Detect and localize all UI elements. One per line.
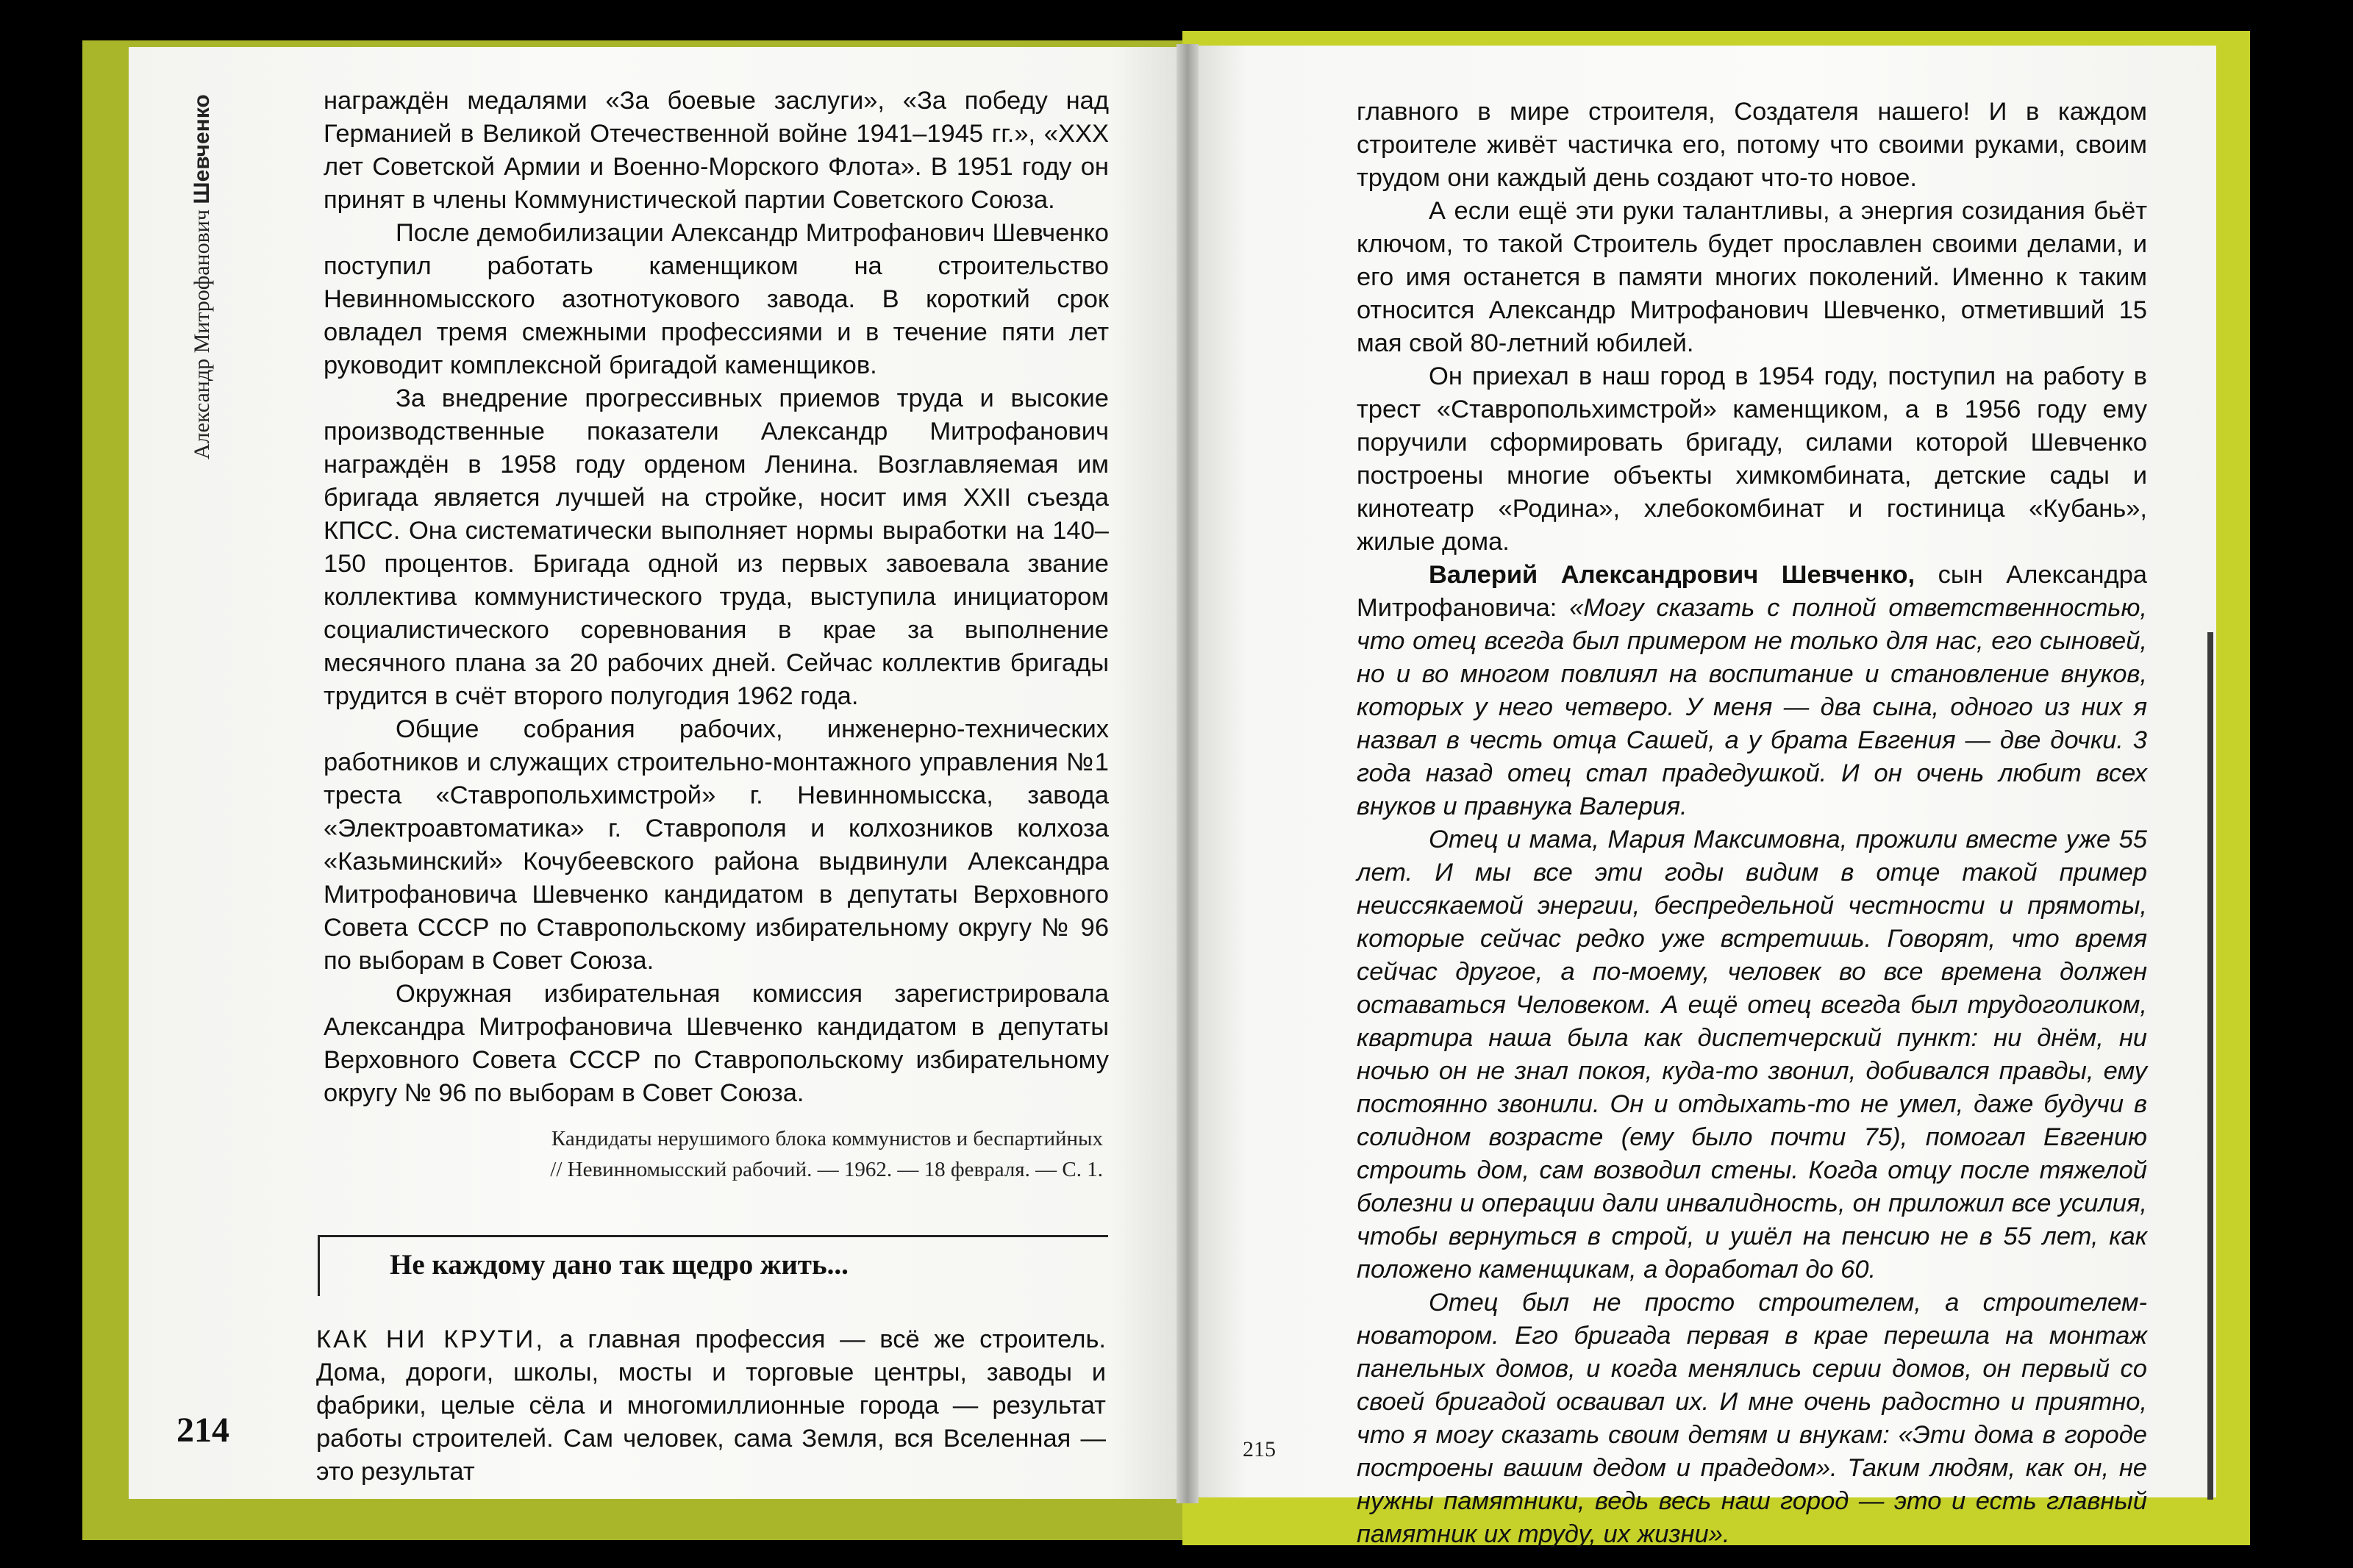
source-line-1: Кандидаты нерушимого блока коммунистов и беспартийных [551, 1127, 1103, 1150]
section-lead-paragraph [316, 1323, 1106, 1489]
quote-paragraph: Отец и мама, Мария Максимовна, прожили вместе уже 55 лет. И мы все эти годы видим в отце такой пример неиссякаемой энергии, беспредельной честности и прямоты, которые сейчас редко уже встретишь. Говорят, что время сейчас другое, а по-моему, человек во все времена должен оставаться Человеком. А ещё отец всегда был трудоголиком, квартира наша была как диспетчерский пункт: ни днём, ни ночью он не знал покоя, куда-то звонил, добивался правды, ему постоянно звонили. Он и отдыхать-то не умел, даже будучи в солидном возрасте (ему было почти 75), помогал Евгению строить дом, сам возводил стены. Когда отцу после тяжелой болезни и операции дали инвалидность, он приложил все усилия, чтобы вернуться в строй, и ушёл на пенсию не в 55 лет, как положено каменщикам, а доработал до 60. [1357, 826, 2147, 1284]
paragraph: За внедрение прогрессивных приемов труда и высокие производственные показатели Александр Митрофанович награждён в 1958 году орденом Ленина. Возглавляемая им бригада является лучшей на стройке, носит имя XXII съезда КПСС. Она систематически выполняет нормы выработки на 140–150 процентов. Бригада одной из первых завоевала звание коллектива коммунистического труда, выступила инициатором социалистического соревнования в крае за выполнение месячного плана за 20 рабочих дней. Сейчас коллектив бригады трудится в счёт второго полугодия 1962 года. [324, 384, 1109, 710]
section-lead-caps: КАК НИ КРУТИ, [316, 1325, 545, 1353]
paragraph: Он приехал в наш город в 1954 году, поступил на работу в трест «Ставропольхимстрой» каменщиком, а в 1956 году ему поручили сформировать бригаду, силами которой Шевченко построены многие объекты химкомбината, детские сады и кинотеатр «Родина», хлебокомбинат и гостиница «Кубань», жилые дома. [1357, 362, 2147, 556]
source-citation [324, 1123, 1103, 1185]
speaker-relation: сын Александра Митрофановича: [1357, 561, 2147, 622]
speaker-name: Валерий Александрович Шевченко, [1429, 561, 1915, 589]
paragraph: Окружная избирательная комиссия зарегистрировала Александра Митрофановича Шевченко кандидатом в депутаты Верховного Совета СССР по Ставропольскому избирательному округу № 96 по выборам в Совет Союза. [324, 980, 1109, 1107]
page-edge-shadow [2207, 632, 2213, 1500]
section-heading: Не каждому дано так щедро жить... [390, 1249, 849, 1281]
running-head-surname: Шевченко [190, 94, 214, 204]
quote-text: «Могу сказать с полной ответственностью, что отец всегда был примером не только для нас, его сыновей, но и во многом повлиял на воспитание и становление внуков, которых у него четверо. У меня — два сына, одного из них я назвал в честь отца Сашей, а у брата Евгения — две дочки. 3 года назад отец стал прадедушкой. И он очень любит всех внуков и правнука Валерия. [1357, 594, 2147, 820]
paragraph: Общие собрания рабочих, инженерно-технических работников и служащих строительно-монтажного управления №1 треста «Ставропольхимстрой» г. Невинномысска, завода «Электроавтоматика» г. Ставрополя и колхозников колхоза «Казьминский» Кочубеевского района выдвинули Александра Митрофановича Шевченко кандидатом в депутаты Верховного Совета СССР по Ставропольскому избирательному округу № 96 по выборам в Совет Союза. [324, 715, 1109, 975]
paragraph: После демобилизации Александр Митрофанович Шевченко поступил работать каменщиком на строительство Невинномысского азотнотукового завода. В короткий срок овладел тремя смежными профессиями и в течение пяти лет руководит комплексной бригадой каменщиков. [324, 219, 1109, 379]
left-page-body [324, 85, 1109, 1110]
page-number-right: 215 [1243, 1437, 1276, 1461]
page-number-left: 214 [176, 1411, 229, 1450]
running-head [190, 94, 215, 459]
section-lead-text: а главная профессия — всё же строитель. Дома, дороги, школы, мосты и торговые центры, заводы и фабрики, целые сёла и многомиллионные города — результат работы строителей. Сам человек, сама Земля, вся Вселенная — это результат [316, 1325, 1107, 1486]
quote-paragraph: Отец был не просто строителем, а строителем-новатором. Его бригада первая в крае перешла на монтаж панельных домов, и когда менялись серии домов, он первый со своей бригадой осваивал их. И мне очень радостно и приятно, что я могу сказать своим детям и внукам: «Эти дома в городе построены вашим дедом и прадедом». Таким людям, как он, не нужны памятники, ведь весь наш город — это и есть главный памятник их труду, их жизни». [1357, 1289, 2147, 1548]
right-page-body [1357, 96, 2147, 1551]
paragraph: главного в мире строителя, Создателя нашего! И в каждом строителе живёт частичка его, потому что своими руками, своим трудом они каждый день создают что-то новое. [1357, 98, 2147, 192]
paragraph: А если ещё эти руки талантливы, а энергия созидания бьёт ключом, то такой Строитель будет прославлен своими делами, и его имя останется в памяти многих поколений. Именно к таким относится Александр Митрофанович Шевченко, отметивший 15 мая свой 80-летний юбилей. [1357, 197, 2147, 357]
quote-paragraph [1357, 559, 2147, 823]
source-line-2: // Невинномысский рабочий. — 1962. — 18 февраля. — С. 1. [550, 1158, 1103, 1181]
paragraph: награждён медалями «За боевые заслуги», «За победу над Германией в Великой Отечественной войне 1941–1945 гг.», «ХХХ лет Советской Армии и Военно-Морского Флота». В 1951 году он принят в члены Коммунистической партии Советского Союза. [324, 87, 1109, 214]
book-gutter [1176, 44, 1199, 1503]
running-head-name: Александр Митрофанович [190, 210, 214, 459]
